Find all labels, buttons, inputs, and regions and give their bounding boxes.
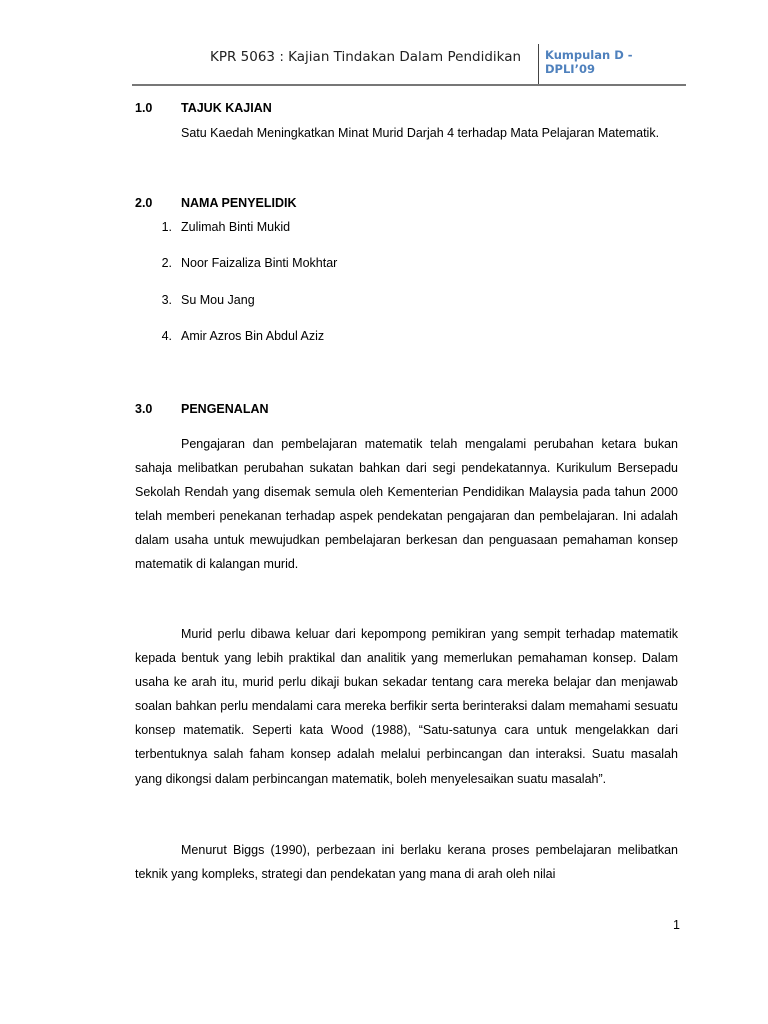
header-group-label [545,48,685,76]
header-separator [538,44,539,84]
section-2-title: NAMA PENYELIDIK [181,196,297,210]
researcher-4-name: Amir Azros Bin Abdul Aziz [181,329,325,343]
paragraph-1: Pengajaran dan pembelajaran matematik telah mengalami perubahan ketara bukan sahaja melibatkan perubahan sukatan bahkan dari segi pendekatannya. Kurikulum Bersepadu Sekolah Rendah yang disemak semula oleh Kementerian Pendidikan Malaysia pada tahun 2000 telah memberi penekanan terhadap aspek pendekatan pengajaran dan pembelajaran. Ini adalah dalam usaha untuk mewujudkan pembelajaran berkesan dan penguasaan pemahaman konsep matematik di kalangan murid. [135,437,678,572]
researcher-3-name: Su Mou Jang [181,293,255,307]
header-course-title: KPR 5063 : Kajian Tindakan Dalam Pendidikan [210,49,522,65]
section-1-number: 1.0 [135,101,153,115]
section-3-number: 3.0 [135,402,153,416]
header-rule [132,84,686,86]
section-3-title: PENGENALAN [181,402,269,416]
researcher-2-number: 2. [161,256,172,270]
section-2-number: 2.0 [135,196,153,210]
page-number: 1 [673,918,680,932]
researcher-4-number: 4. [161,329,172,343]
researcher-2-name: Noor Faizaliza Binti Mokhtar [181,256,338,270]
section-1-title: TAJUK KAJIAN [181,101,272,115]
paragraph-3: Menurut Biggs (1990), perbezaan ini berlaku kerana proses pembelajaran melibatkan teknik yang kompleks, strategi dan pendekatan yang mana di arah oleh nilai [135,843,678,882]
header-group-line1: Kumpulan D - [545,48,633,62]
researcher-3-number: 3. [161,293,172,307]
section-1-text: Satu Kaedah Meningkatkan Minat Murid Darjah 4 terhadap Mata Pelajaran Matematik. [181,126,660,140]
researcher-1-number: 1. [161,220,172,234]
paragraph-2: Murid perlu dibawa keluar dari kepompong pemikiran yang sempit terhadap matematik kepada bentuk yang lebih praktikal dan analitik yang memerlukan pemahaman konsep. Dalam usaha ke arah itu, murid perlu dikaji bukan sekadar tentang cara mereka belajar dan menjawab soalan bahkan perlu mendalami cara mereka berfikir serta berinteraksi dalam memahami sesuatu konsep matematik. Seperti kata Wood (1988), “Satu-satunya cara untuk mengelakkan dari terbentuknya salah faham konsep adalah melalui perbincangan dan interaksi. Suatu masalah yang dikongsi dalam perbincangan matematik, boleh menyelesaikan suatu masalah”. [135,627,678,786]
researcher-1-name: Zulimah Binti Mukid [181,220,291,234]
header-group-line2: DPLI’09 [545,62,595,76]
